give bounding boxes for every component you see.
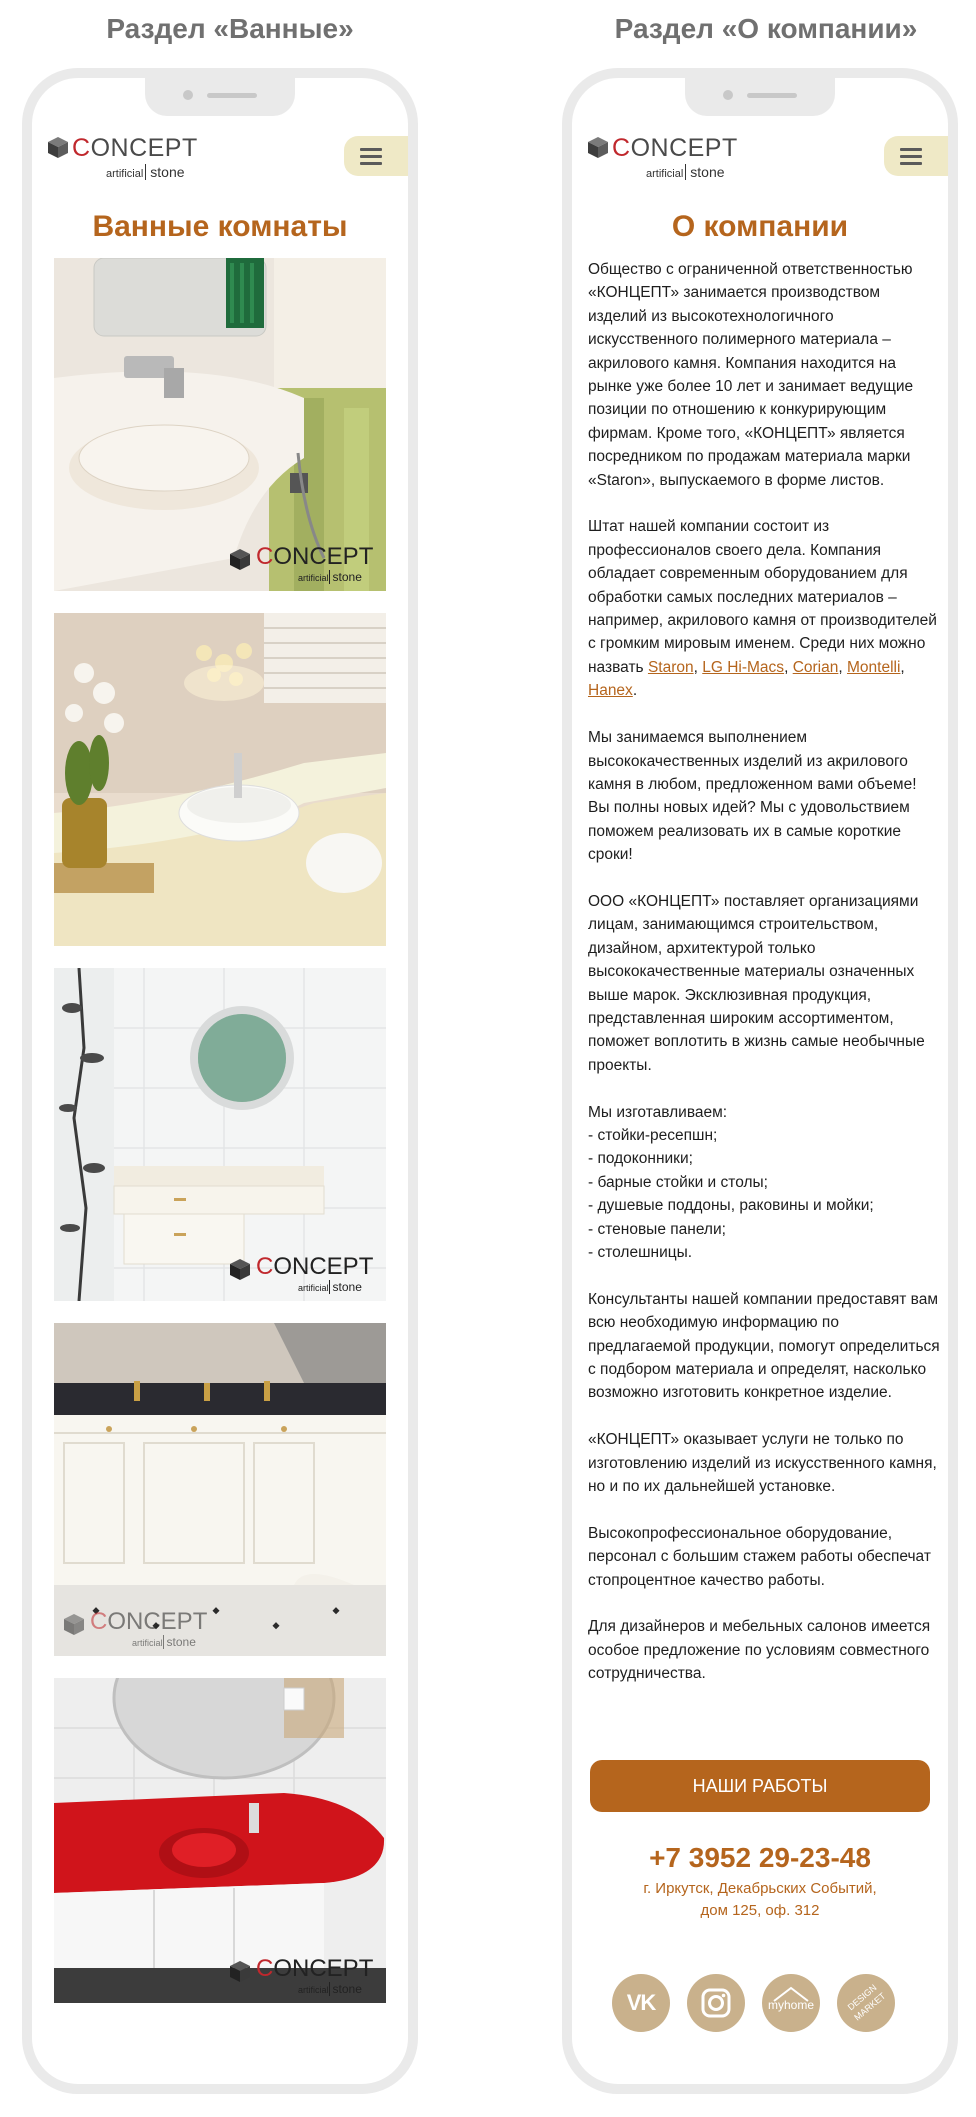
list-item: - стеновые панели;: [588, 1220, 726, 1238]
brand-link-lg-hi-macs[interactable]: LG Hi-Macs: [702, 658, 785, 676]
list-item: - столешницы.: [588, 1244, 693, 1261]
logo-word-rest: ONCEPT: [90, 134, 198, 162]
watermark-letter-c: C: [256, 543, 274, 570]
contact-address: [572, 1878, 948, 1922]
cube-logo-icon: [228, 1959, 252, 1983]
bathroom-photo-image: [54, 258, 386, 591]
concept-logo[interactable]: [586, 133, 736, 191]
bathroom-photo-image: [54, 613, 386, 946]
hamburger-icon-line: [900, 162, 922, 165]
watermark-tag-stone: stone: [163, 1635, 196, 1649]
brand-separator: ,: [900, 658, 905, 676]
instagram-glyph: [687, 1974, 745, 2032]
watermark-word-rest: ONCEPT: [273, 1253, 374, 1280]
watermark-tag-artificial: artificial: [298, 1985, 329, 1995]
phone-notch: [145, 76, 295, 116]
menu-button[interactable]: [884, 136, 958, 176]
hamburger-icon-line: [360, 155, 382, 158]
about-paragraph-3: Мы занимаемся выполнением высококачественных изделий из акрилового камня в любом, предложенном вами объеме! Вы полны новых идей? Мы с удовольствием поможем реализовать их в самые короткие сроки!: [588, 729, 917, 864]
list-item: - подоконники;: [588, 1150, 693, 1168]
photo-watermark-logo: [62, 1608, 212, 1650]
watermark-letter-c: C: [256, 1955, 274, 1982]
about-paragraph-4: ООО «КОНЦЕПТ» поставляет организациями лицам, занимающимся строительством, дизайном, архитектурой только высококачественные материалы означенных выше марок. Эксклюзивная продукция, представленная широким ассортиментом, поможет воплотить в жизнь самые необычные проекты.: [588, 892, 925, 1074]
concept-logo[interactable]: [46, 133, 196, 191]
about-article: [588, 258, 942, 1709]
logo-letter-c: C: [72, 134, 91, 162]
section-title-bathrooms: Раздел «Ванные»: [106, 13, 354, 44]
address-line-1: г. Иркутск, Декабрьских Событий,: [643, 1880, 877, 1897]
phone-notch: [685, 76, 835, 116]
watermark-word-rest: ONCEPT: [273, 543, 374, 570]
gallery-photo-1[interactable]: [54, 258, 386, 591]
logo-wordmark: [72, 133, 198, 163]
logo-tag-stone: stone: [685, 164, 724, 180]
gallery-photo-2[interactable]: [54, 613, 386, 946]
list-item: - барные стойки и столы;: [588, 1173, 768, 1191]
about-paragraph-1: Общество с ограниченной ответственностью «КОНЦЕПТ» занимается производством изделий из высокотехнологичного искусственного полимерного материала – акрилового камня. Компания находится на рынке уже более 10 лет и занимает ведущие позиции по отношению к конкурирующим фирмам. Кроме того, «КОНЦЕПТ» является посредником по продажам материала марки «Staron», выпускаемого в форме листов.: [588, 261, 914, 489]
hamburger-icon: [360, 148, 382, 151]
cube-logo-icon: [228, 1257, 252, 1281]
phone-mockup-bathrooms: [22, 68, 418, 2094]
speaker-bar: [207, 93, 257, 98]
brand-separator: ,: [838, 658, 847, 676]
watermark-tag-artificial: artificial: [132, 1638, 163, 1648]
brand-end: .: [632, 682, 638, 700]
vk-icon[interactable]: [612, 1974, 670, 2032]
logo-wordmark: [612, 133, 738, 163]
cube-logo-icon: [586, 135, 610, 159]
about-paragraph-2: [588, 515, 942, 702]
hamburger-icon: [900, 148, 922, 151]
bathroom-photo-image: [54, 1323, 386, 1656]
cube-logo-icon: [62, 1612, 86, 1636]
brand-link-hanex[interactable]: Hanex: [588, 682, 633, 700]
hamburger-icon-line: [900, 155, 922, 158]
hamburger-icon-line: [360, 162, 382, 165]
list-item: - душевые поддоны, раковины и мойки;: [588, 1197, 874, 1215]
cube-logo-icon: [46, 135, 70, 159]
section-title-about: Раздел «О компании»: [614, 13, 918, 44]
watermark-letter-c: C: [90, 1608, 108, 1635]
photo-watermark-logo: [228, 1955, 378, 1997]
watermark-word-rest: ONCEPT: [273, 1955, 374, 1982]
cube-logo-icon: [228, 547, 252, 571]
brand-separator: ,: [784, 658, 793, 676]
page-title: О компании: [671, 210, 849, 243]
logo-tag-artificial: artificial: [646, 168, 684, 180]
instagram-icon[interactable]: [687, 1974, 745, 2032]
about-paragraph-5: Консультанты нашей компании предоставят вам всю необходимую информацию по предлагаемой продукции, помогут определиться с подбором материала и определят, насколько возможно изготовить конкретное изделие.: [588, 1290, 940, 1402]
brand-link-montelli[interactable]: Montelli: [846, 658, 901, 676]
watermark-tag-stone: stone: [329, 570, 362, 584]
photo-watermark-logo: [228, 543, 378, 585]
watermark-tag-artificial: artificial: [298, 1283, 329, 1293]
brand-separator: ,: [693, 658, 703, 676]
about-paragraph-7: Высокопрофессиональное оборудование, персонал с большим стажем работы обеспечат стопроцентное качество работы.: [588, 1524, 931, 1589]
our-works-button[interactable]: НАШИ РАБОТЫ: [590, 1760, 930, 1812]
page-title: Ванные комнаты: [92, 210, 348, 243]
logo-letter-c: C: [612, 134, 631, 162]
bathroom-photo-image: [54, 968, 386, 1301]
watermark-tag-stone: stone: [329, 1280, 362, 1294]
products-list-intro: Мы изготавливаем:: [588, 1103, 728, 1121]
camera-dot: [183, 90, 193, 100]
address-line-2: дом 125, оф. 312: [700, 1902, 820, 1919]
watermark-letter-c: C: [256, 1253, 274, 1280]
photo-watermark-logo: [228, 1253, 378, 1295]
about-paragraph-2-text: Штат нашей компании состоит из профессионалов своего дела. Компания обладает современным оборудованием для обработки самых последних материалов – например, акрилового камня от производителей с громким мировым именем. Среди них можно назвать: [588, 518, 937, 676]
about-paragraph-6: «КОНЦЕПТ» оказывает услуги не только по изготовлению изделий из искусственного камня, но и по их дальнейшей установке.: [588, 1431, 937, 1496]
menu-button[interactable]: [344, 136, 418, 176]
watermark-tag-artificial: artificial: [298, 573, 329, 583]
myhome-icon-label: myhome: [767, 1998, 814, 2012]
brand-link-staron[interactable]: Staron: [647, 658, 694, 676]
phone-mockup-about: [562, 68, 958, 2094]
watermark-word-rest: ONCEPT: [107, 1608, 208, 1635]
myhome-icon[interactable]: [762, 1974, 820, 2032]
camera-dot: [723, 90, 733, 100]
social-links: [612, 1974, 912, 2034]
list-item: - стойки-ресепшн;: [588, 1126, 718, 1144]
products-list: [588, 1101, 942, 1265]
logo-tag-artificial: artificial: [106, 168, 144, 180]
logo-tag-stone: stone: [145, 164, 184, 180]
logo-tagline: [646, 165, 725, 181]
design-market-icon[interactable]: [837, 1974, 895, 2032]
design-market-icon-label: DESIGN MARKET: [845, 1982, 888, 2023]
gallery-photo-5[interactable]: [54, 1678, 386, 2003]
gallery-photo-4[interactable]: [54, 1323, 386, 1656]
speaker-bar: [747, 93, 797, 98]
contact-phone-link[interactable]: +7 3952 29-23-48: [649, 1842, 871, 1873]
vk-icon-label: VK: [626, 1990, 656, 2015]
about-paragraph-8: Для дизайнеров и мебельных салонов имеется особое предложение по условиям совместного сотрудничества.: [588, 1618, 931, 1683]
brand-link-corian[interactable]: Corian: [792, 658, 839, 676]
gallery-photo-3[interactable]: [54, 968, 386, 1301]
logo-word-rest: ONCEPT: [630, 134, 738, 162]
watermark-tag-stone: stone: [329, 1982, 362, 1996]
logo-tagline: [106, 165, 185, 181]
